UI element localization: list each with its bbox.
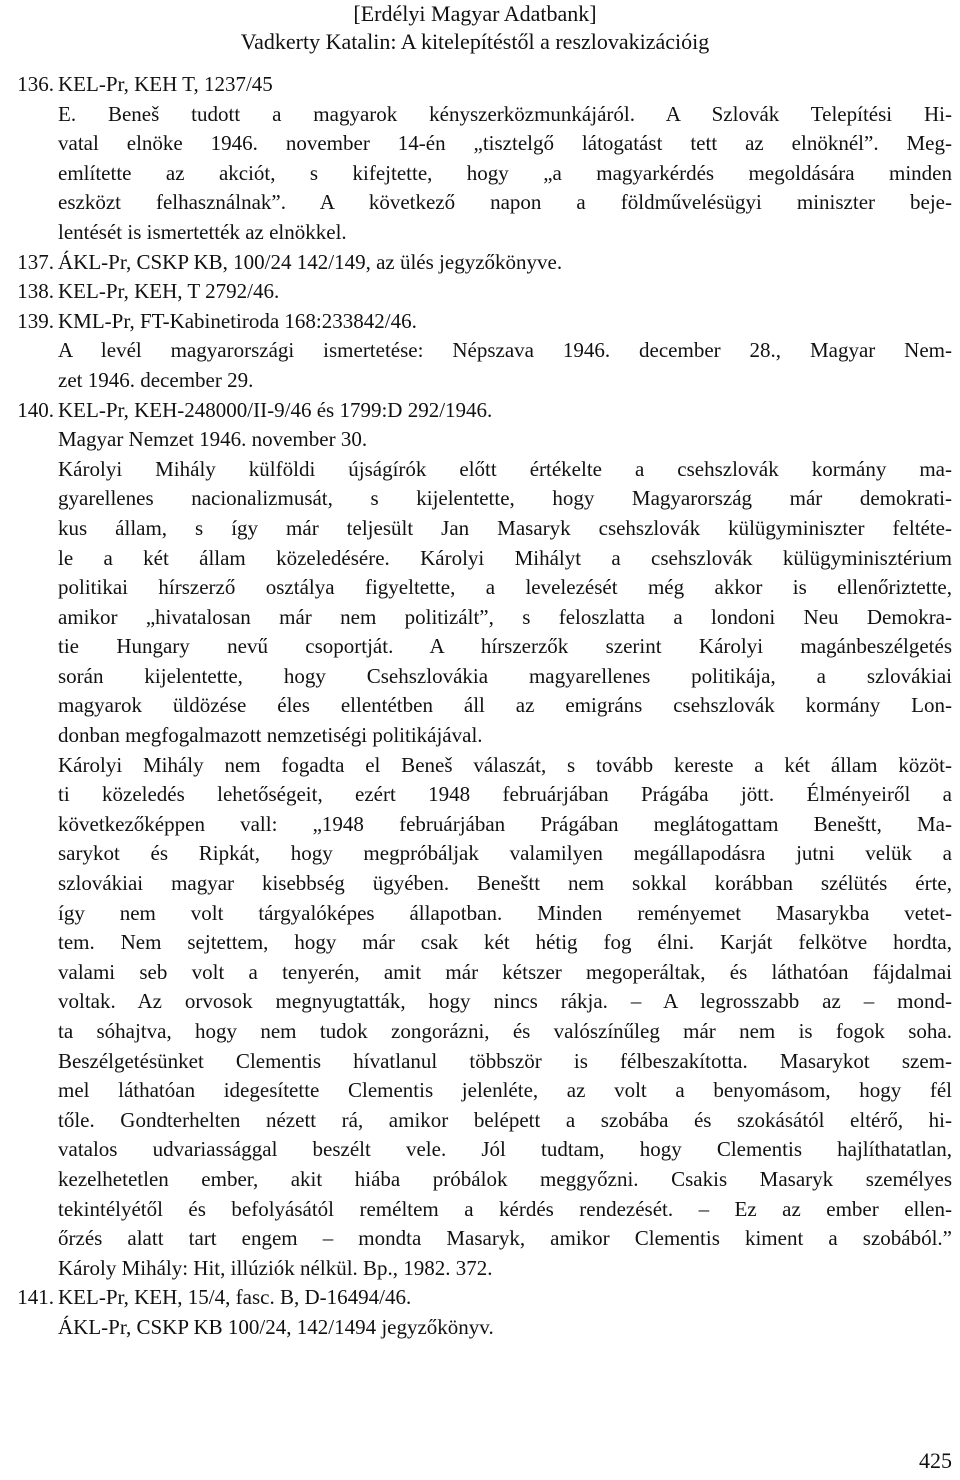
- header-source: [Erdélyi Magyar Adatbank]: [353, 1, 597, 26]
- text-line: voltak. Az orvosok megnyugtatták, hogy nincs rákja. – A legrosszabb az – mond-: [58, 989, 952, 1014]
- text-line: KEL-Pr, KEH-248000/II-9/46 és 1799:D 292/1946.: [58, 397, 493, 422]
- text-line: KML-Pr, FT-Kabinetiroda 168:233842/46.: [58, 308, 417, 333]
- text-line: így nem volt tárgyalóképes állapotban. Minden reményemet Masarykba vetet-: [58, 900, 952, 925]
- footnote-text: [58, 277, 952, 307]
- text-line: kezelhetetlen ember, akit hiába próbálok meggyőzni. Csakis Masaryk személyes: [58, 1166, 952, 1191]
- text-line: szlovákiai magyar kisebbség ügyében. Beneštt nem sokkal korábban szélütés érte,: [58, 871, 952, 896]
- text-line: ta sóhajtva, hogy nem tudok zongorázni, és valószínűleg már nem is fogok soha.: [58, 1019, 952, 1043]
- footnote-number: [0, 396, 58, 1284]
- text-line: őrzés alatt tart engem – mondta Masaryk, amikor Clementis kiment a szobából.”: [58, 1226, 952, 1251]
- text-line: kus állam, s így már teljesült Jan Masaryk csehszlovák külügyminiszter feltéte-: [58, 515, 952, 540]
- text-line: során kijelentette, hogy Csehszlovákia magyarellenes politikája, a szlovákiai: [58, 663, 952, 688]
- text-line: magyarok üldözése éles ellentétben áll az emigráns csehszlovák kormány Lon-: [58, 693, 952, 718]
- text-line: ti közeledés lehetőségeit, ezért 1948 februárjában Prágába jött. Élményeiről a: [58, 782, 952, 807]
- text-line: politikai hírszerző osztálya figyeltette, a levelezését még akkor is ellenőriztette,: [58, 575, 952, 600]
- text-line: Beszélgetésünket Clementis hívatlanul többször is félbeszakította. Masarykot szem-: [58, 1048, 952, 1073]
- text-line: Károlyi Mihály nem fogadta el Beneš válaszát, s tovább kereste a két állam közöt-: [58, 752, 952, 777]
- footnote-text: [58, 70, 952, 248]
- page-header: [170, 0, 780, 56]
- text-line: KEL-Pr, KEH, T 2792/46.: [58, 279, 280, 304]
- text-line: következőképpen vall: „1948 februárjában Prágában meglátogattam Beneštt, Ma-: [58, 811, 952, 836]
- footnote: [0, 1283, 952, 1342]
- footnote-number-label: 141.: [17, 1285, 54, 1310]
- text-line: Károlyi Mihály külföldi újságírók előtt értékelte a csehszlovák kormány ma-: [58, 456, 952, 481]
- text-line: tőle. Gondterhelten nézett rá, amikor belépett a szobába és szokásától eltérő, hi-: [58, 1107, 952, 1132]
- text-line: tie Hungary nevű csoportját. A hírszerzők szerint Károlyi magánbeszélgetés: [58, 634, 952, 659]
- text-line: ÁKL-Pr, CSKP KB 100/24, 142/1494 jegyzőkönyv.: [58, 1314, 494, 1339]
- text-line: tem. Nem sejtettem, hogy már csak két hétig fog élni. Karját felkötve hordta,: [58, 930, 952, 955]
- footnote: [0, 277, 952, 307]
- text-line: eszközt felhasználnak”. A következő napon a földművelésügyi miniszter beje-: [58, 190, 952, 215]
- footnote-number-label: 139.: [17, 308, 54, 333]
- text-line: amikor „hivatalosan már nem politizált”, s feloszlatta a londoni Neu Demokra-: [58, 604, 952, 629]
- text-line: KEL-Pr, KEH, 15/4, fasc. B, D-16494/46.: [58, 1285, 412, 1310]
- text-line: mel láthatóan idegesítette Clementis jelenléte, az volt a benyomásom, hogy fél: [58, 1078, 952, 1103]
- text-line: Magyar Nemzet 1946. november 30.: [58, 427, 368, 452]
- text-line: tekintélyétől és befolyásától reméltem a kérdés rendezését. – Ez az ember ellen-: [58, 1196, 952, 1221]
- footnotes: [0, 70, 952, 1343]
- text-line: valami seb volt a tenyerén, amit már kétszer megoperáltak, és láthatóan fájdalmai: [58, 959, 952, 984]
- text-line: zet 1946. december 29.: [58, 367, 254, 392]
- text-line: E. Beneš tudott a magyarok kényszerközmunkájáról. A Szlovák Telepítési Hi-: [58, 101, 952, 126]
- footnote-number: [0, 1283, 58, 1342]
- footnote: [0, 307, 952, 396]
- page-number: 425: [919, 1448, 952, 1473]
- footnote-text: [58, 396, 952, 1284]
- text-line: donban megfogalmazott nemzetiségi politikájával.: [58, 723, 483, 748]
- text-line: ÁKL-Pr, CSKP KB, 100/24 142/149, az ülés jegyzőkönyve.: [58, 249, 563, 274]
- text-line: sarykot és Ripkát, hogy megpróbáljak valamilyen megállapodásra jutni velük a: [58, 841, 952, 866]
- text-line: lentését is ismertették az elnökkel.: [58, 219, 347, 244]
- footnote-number-label: 136.: [17, 72, 54, 96]
- footnote-text: [58, 307, 952, 396]
- text-line: Károly Mihály: Hit, illúziók nélkül. Bp., 1982. 372.: [58, 1255, 493, 1280]
- text-line: le a két állam közeledésére. Károlyi Mihályt a csehszlovák külügyminisztérium: [58, 545, 952, 570]
- footnote-text: [58, 1283, 952, 1342]
- footnote-number-label: 140.: [17, 397, 54, 422]
- footnote-number: [0, 277, 58, 307]
- footnote: [0, 248, 952, 278]
- footnote: [0, 396, 952, 1284]
- text-line: KEL-Pr, KEH T, 1237/45: [58, 72, 273, 96]
- footnote-number: [0, 248, 58, 278]
- footnote: [0, 70, 952, 248]
- footnote-text: [58, 248, 952, 278]
- text-line: vatalos udvariassággal beszélt vele. Jól tudtam, hogy Clementis hajlíthatatlan,: [58, 1137, 952, 1162]
- footnote-number: [0, 70, 58, 248]
- footnote-number-label: 137.: [17, 249, 54, 274]
- header-title: Vadkerty Katalin: A kitelepítéstől a reszlovakizációig: [240, 29, 710, 54]
- text-line: gyarellenes nacionalizmusát, s kijelentette, hogy Magyarország már demokrati-: [58, 486, 952, 511]
- text-line: említette az akciót, s kifejtette, hogy „a magyarkérdés megoldására minden: [58, 160, 952, 185]
- footnote-number: [0, 307, 58, 396]
- footnote-number-label: 138.: [17, 279, 54, 304]
- text-line: A levél magyarországi ismertetése: Népszava 1946. december 28., Magyar Nem-: [58, 338, 952, 363]
- text-line: vatal elnöke 1946. november 14-én „tisztelgő látogatást tett az elnöknél”. Meg-: [58, 131, 952, 156]
